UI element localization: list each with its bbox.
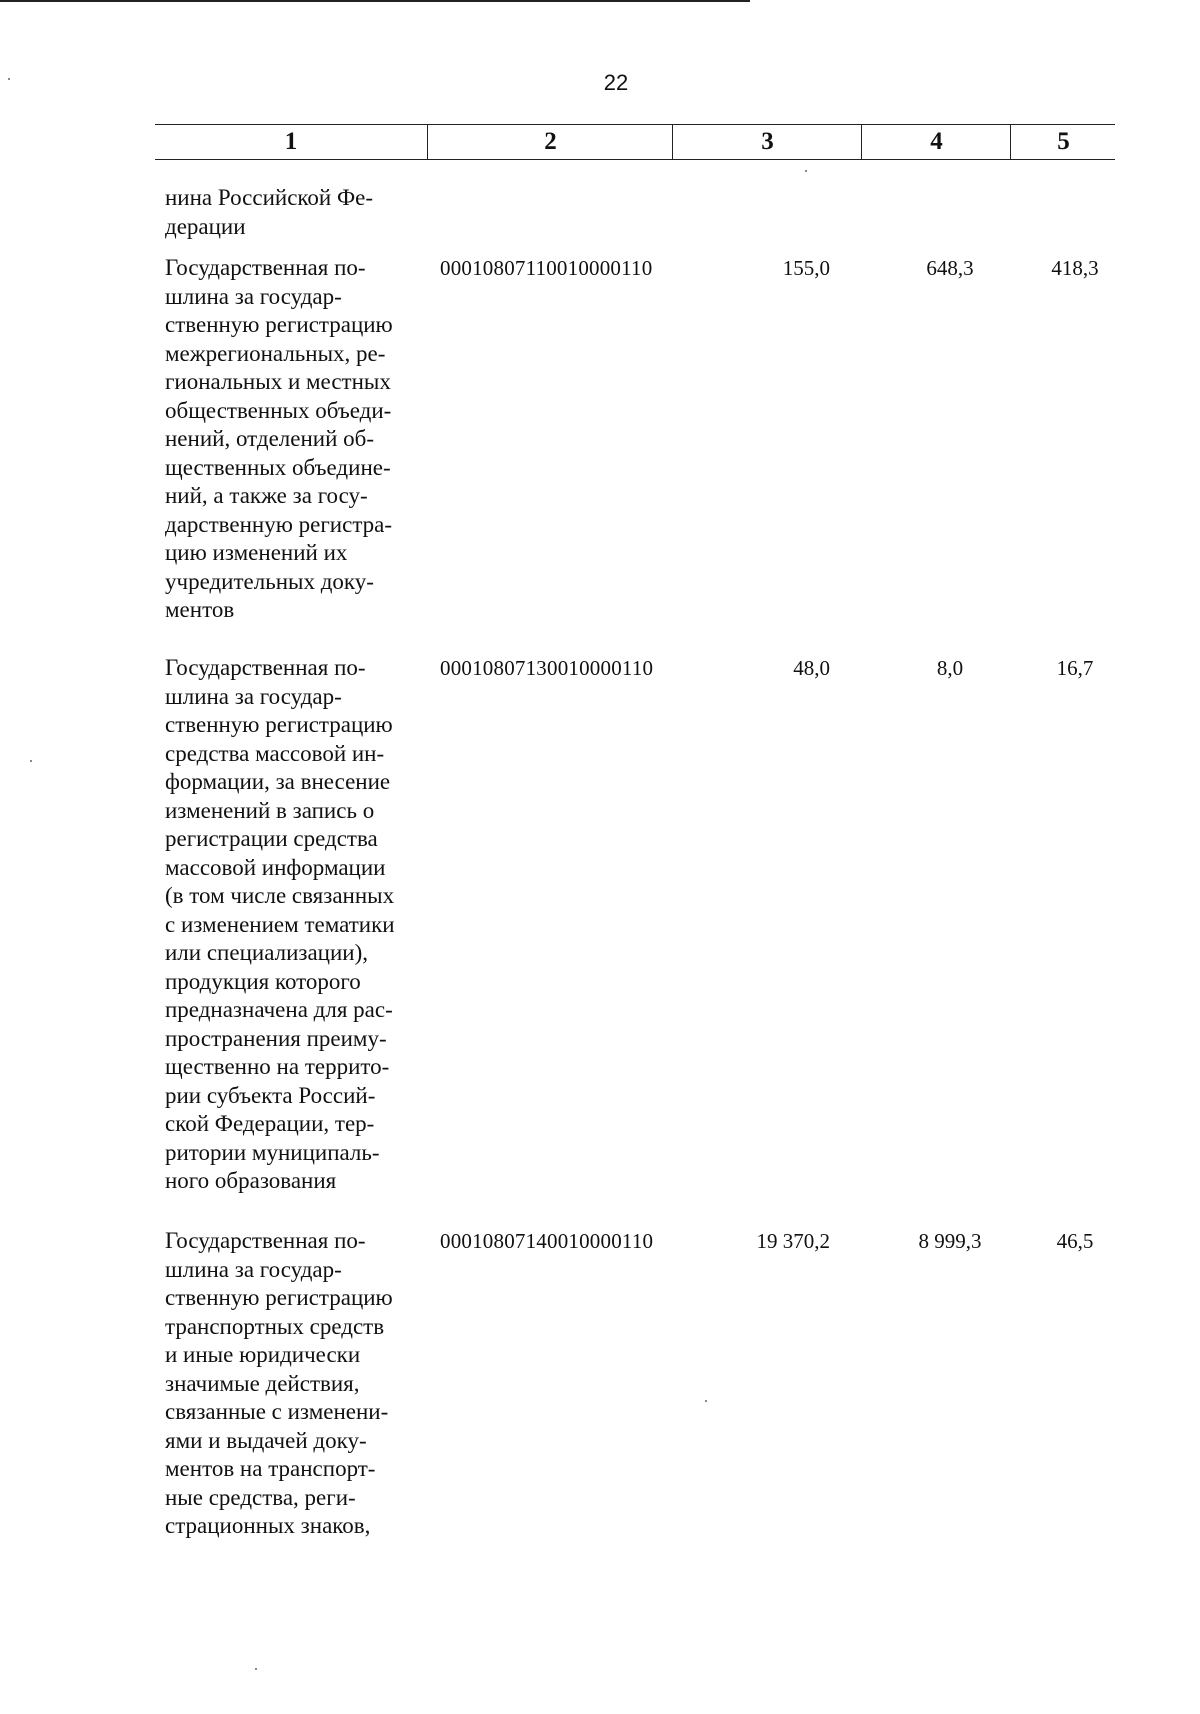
row-col3-value: 48,0 xyxy=(793,656,830,680)
row-col3-value: 19 370,2 xyxy=(756,1229,830,1253)
row-col4-value: 8 999,3 xyxy=(918,1229,982,1253)
header-col-3: 3 xyxy=(672,125,862,159)
scan-speck xyxy=(705,1400,707,1402)
row-code: 00010807110010000110 xyxy=(440,256,653,280)
row-description: Государственная по- шлина за государ- ственную регистрацию транспортных средств и иные юридически значимые действия, связанные с изменени- ями и выдачей доку- ментов на транспорт- ные средства, реги- страционных знаков, xyxy=(165,1228,393,1538)
header-col-5: 5 xyxy=(1010,125,1116,159)
table-header xyxy=(155,124,1115,160)
header-col-1: 1 xyxy=(284,128,298,155)
row-col5-value: 46,5 xyxy=(1056,1229,1094,1253)
revenue-table xyxy=(155,124,1115,1538)
continuation-text: нина Российской Фе- дерации xyxy=(165,185,374,239)
header-col-4: 4 xyxy=(861,125,1011,159)
row-code: 00010807140010000110 xyxy=(440,1229,654,1253)
scan-speck xyxy=(255,1668,257,1670)
row-description: Государственная по- шлина за государ- ственную регистрацию средства массовой ин- формации, за внесение изменений в запись о регистрации средства массовой информации (в том числе связанных с изменением тематики или специализации), продукция которого предназначена для рас- пространения преиму- щественно на террито- рии субъекта Россий- ской Федерации, тер- ритории муниципаль- ного образования xyxy=(165,655,395,1193)
page-number: 22 xyxy=(603,70,629,95)
row-col4-value: 8,0 xyxy=(936,656,964,680)
header-col-2: 2 xyxy=(427,125,673,159)
row-col5-value: 418,3 xyxy=(1051,256,1099,280)
scan-speck xyxy=(8,78,10,80)
row-col3-value: 155,0 xyxy=(782,256,830,280)
row-code: 00010807130010000110 xyxy=(440,656,654,680)
row-col4-value: 648,3 xyxy=(926,256,974,280)
scan-speck xyxy=(30,760,32,762)
scan-speck xyxy=(805,170,807,172)
row-col5-value: 16,7 xyxy=(1056,656,1094,680)
row-description: Государственная по- шлина за государ- ственную регистрацию межрегиональных, ре- гиональных и местных общественных объеди- нений, отделений об- щественных объедине- ний, а также за госу- дарственную регистра- цию изменений их учредительных доку- ментов xyxy=(165,255,393,622)
scan-top-border xyxy=(0,0,750,2)
